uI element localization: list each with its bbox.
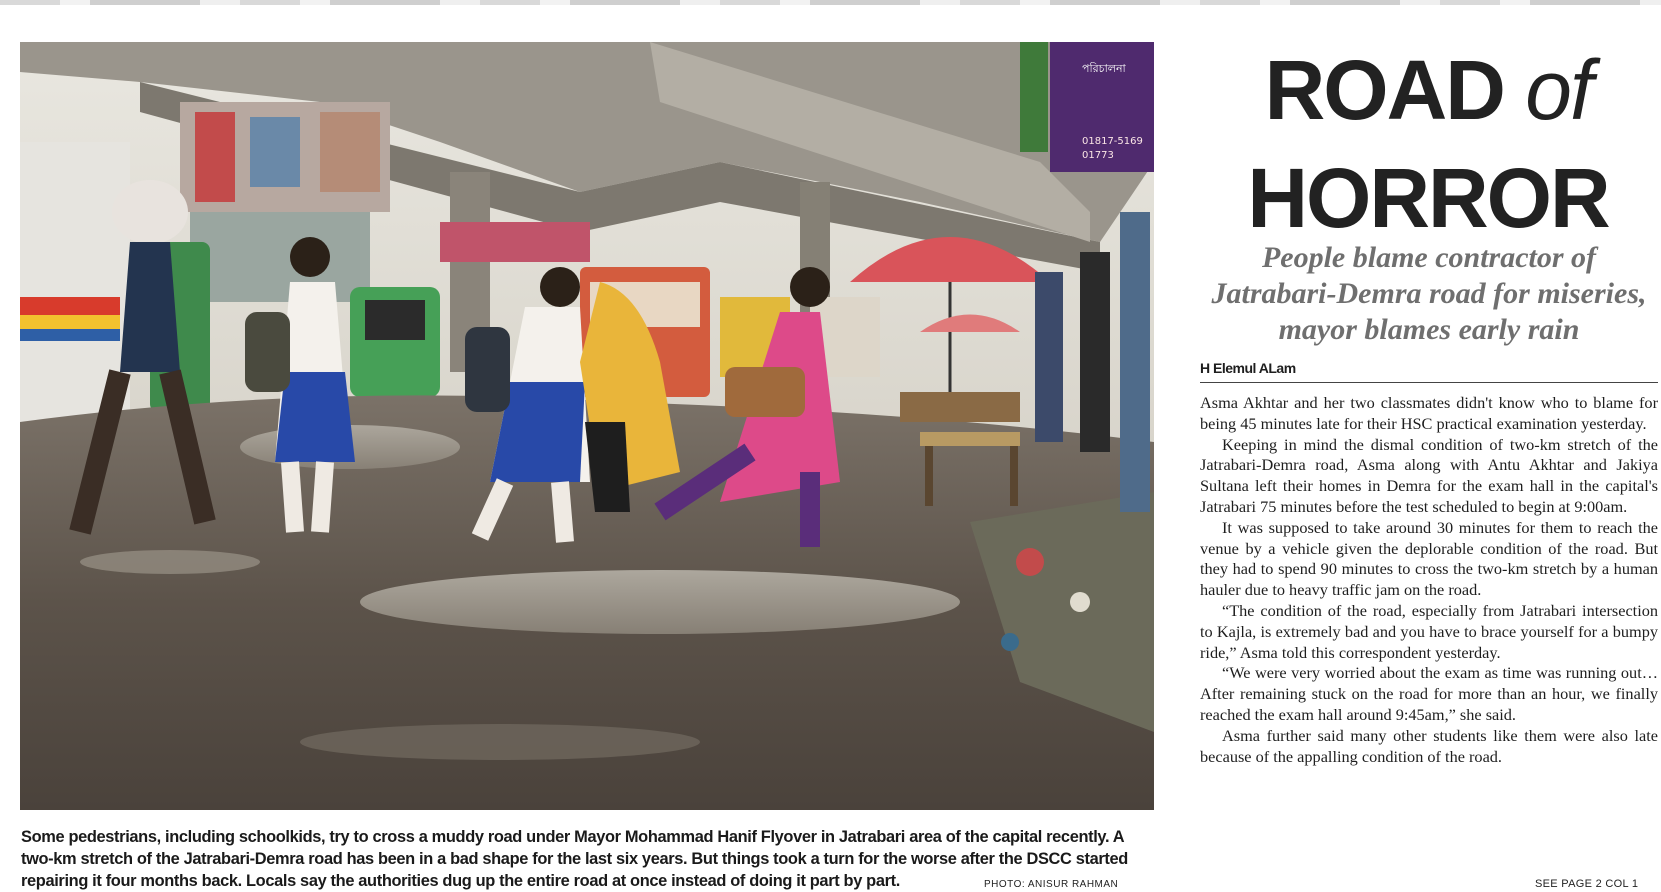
- photo-credit: PHOTO: ANISUR RAHMAN: [984, 879, 1119, 890]
- deck-subheadline: People blame contractor of Jatrabari-Demra road for miseries, mayor blames early rain: [1211, 241, 1647, 346]
- sign-text-2: 01817-5169: [1082, 136, 1143, 147]
- paragraph: Keeping in mind the dismal condition of two-km stretch of the Jatrabari-Demra road, Asma along with Antu Akhtar and Jakiya Sultana left their homes in Demra for the exam hall in the capital's Jatrabari 75 minutes before the test scheduled to begin at 9:00am.: [1200, 434, 1658, 516]
- top-rule: [0, 0, 1661, 5]
- byline: H Elemul ALam: [1200, 360, 1658, 383]
- sign-text-1: পরিচালনা: [1082, 62, 1126, 75]
- paragraph: Asma further said many other students like them were also late because of the appalling condition of the road.: [1200, 725, 1658, 766]
- headline-horror: HORROR: [1247, 151, 1609, 245]
- sign-text-3: 01773: [1082, 150, 1114, 161]
- photo-illustration: [20, 42, 1154, 810]
- headline-of: of: [1525, 43, 1592, 137]
- headline: [1196, 36, 1660, 252]
- continued-jump[interactable]: SEE PAGE 2 COL 1: [1535, 878, 1639, 890]
- photo-caption: Some pedestrians, including schoolkids, try to cross a muddy road under Mayor Mohammad Hanif Flyover in Jatrabari area of the capital recently. A two-km stretch of the Jatrabari-Demra road has been in a bad shape for the last six years. But things took a turn for the worse after the DSCC started repairing it four months back. Locals say the authorities dug up the entire road at once instead of doing it part by part.: [21, 828, 1128, 890]
- paragraph: It was supposed to take around 30 minutes for them to reach the venue by a vehicle given the deplorable condition of the road. But they had to spend 90 minutes to cross the two-km stretch by a human hauler due to heavy traffic jam on the road.: [1200, 517, 1658, 600]
- news-photo: [20, 42, 1154, 810]
- paragraph: “We were very worried about the exam as time was running out… After remaining stuck on the road for more than an hour, we finally reached the exam hall around 9:45am,” she said.: [1200, 663, 1658, 724]
- paragraph: Asma Akhtar and her two classmates didn't know who to blame for being 45 minutes late for their HSC practical examination yesterday.: [1200, 393, 1658, 433]
- article-body: [1200, 393, 1658, 767]
- paragraph: “The condition of the road, especially from Jatrabari intersection to Kajla, is extremely bad and you have to brace yourself for a bumpy ride,” Asma told this correspondent yesterday.: [1200, 600, 1658, 662]
- headline-road: ROAD: [1264, 43, 1504, 137]
